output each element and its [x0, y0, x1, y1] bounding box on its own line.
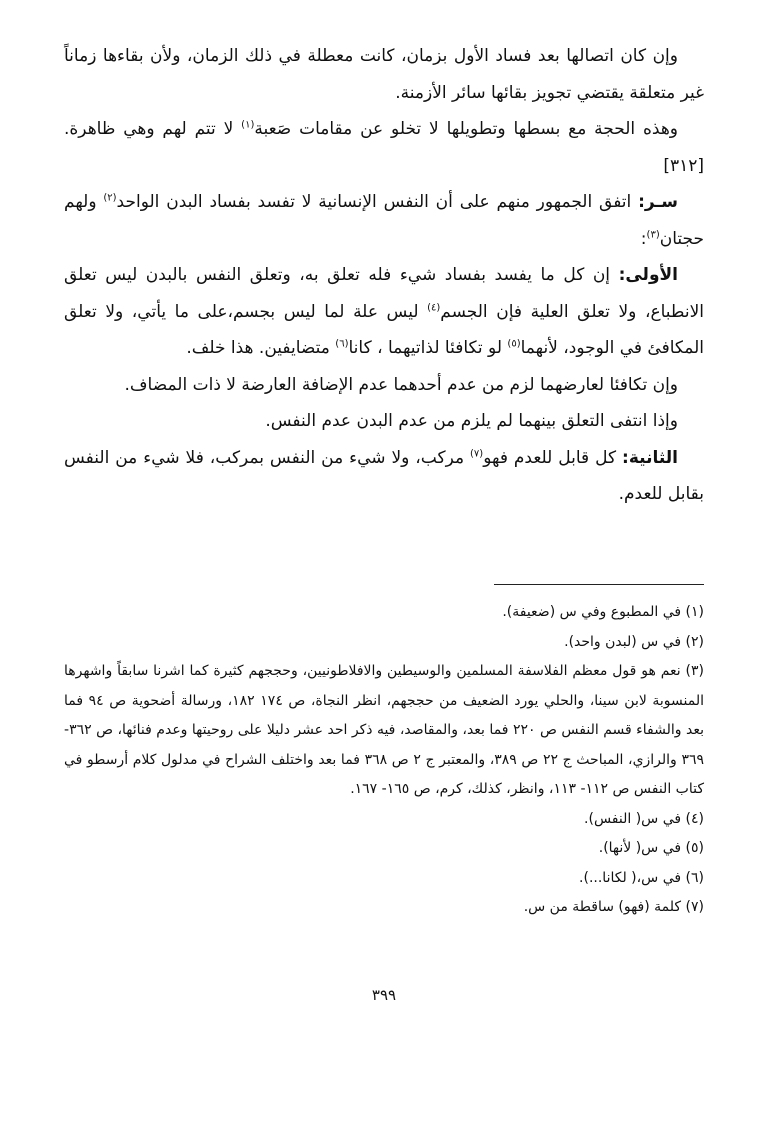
- footnote-ref-3: (٣): [646, 228, 660, 240]
- footnote-7: (٧) كلمة (فهو) ساقطة من س.: [523, 899, 704, 915]
- footnote-ref-1: (١): [241, 119, 255, 131]
- footnote-1: (١) في المطبوع وفي س (ضعيفة).: [502, 604, 704, 620]
- paragraph-7: الثانية: كل قابل للعدم فهو$^{(٧)}$ مركب، ولا شيء من النفس بمركب، فلا شيء من النفس بقابل للعدم.: [64, 447, 704, 504]
- footnote-ref-6: (٦): [335, 338, 349, 350]
- paragraph-6: وإذا انتفى التعلق بينهما لم يلزم من عدم البدن عدم النفس.: [265, 411, 678, 431]
- section-label: سـر:: [638, 192, 678, 212]
- page-number: ٣٩٩: [371, 986, 397, 1004]
- paragraph-3: سـر: اتفق الجمهور منهم على أن النفس الإنسانية لا تفسد بفساد البدن الواحد$^{(٢)}$ ولهم حجتان$^{(٣)}$:: [64, 192, 704, 249]
- paragraph-5: وإن تكافئا لعارضهما لزم من عدم أحدهما عدم الإضافة العارضة لا ذات المضاف.: [124, 374, 678, 395]
- footnotes: [64, 598, 704, 923]
- footnote-4: (٤) في س( النفس).: [584, 810, 704, 827]
- paragraph-2: وهذه الحجة مع بسطها وتطويلها لا تخلو عن مقامات صَعبة$^{(١)}$ لا تتم لهم وهي ظاهرة.[٣١٢]: [64, 119, 704, 176]
- second-argument-label: الثانية:: [622, 447, 678, 468]
- first-argument-label: الأولى:: [618, 265, 678, 285]
- footnote-6: (٦) في س،( لكانا...).: [579, 869, 704, 886]
- footnote-3: (٣) نعم هو قول معظم الفلاسفة المسلمين والوسيطين والافلاطونيين، وحججهم كثيرة كما اشرنا سابقاً واشهرها المنسوبة لابن سينا، والحلي يورد الضعيف من حججهم، انظر النجاة، ص ١٧٤ ١٨٢، ورسالة أضحوية ص ٩٤ فما بعد والشفاء قسم النفس ص ٢٢٠ فما بعد، والمقاصد، فيه ذكر احد عشر دليلا على روحيتها وعدم فنائها، ص ٣٦٢- ٣٦٩ والرازي، المباحث ج ٢٢ ص ٣٨٩، والمعتبر ج ٢ ص ٣٦٨ فما بعد واختلف الشراح في مدلول كلام أرسطو في كتاب النفس ص ١١٢- ١١٣، وانظر، كذلك، كرم، ص ١٦٥- ١٦٧.: [64, 663, 705, 797]
- footnote-ref-4: (٤): [427, 301, 441, 313]
- footnote-2: (٢) في س (لبدن واحد).: [564, 633, 704, 650]
- footnote-5: (٥) في س( لأنها).: [598, 840, 704, 856]
- paragraph-1: وإن كان اتصالها بعد فساد الأول بزمان، كانت معطلة في ذلك الزمان، ولأن بقاءها زماناً غير متعلقة يقتضي تجويز بقائها سائر الأزمنة.: [64, 46, 704, 103]
- footnote-ref-2: (٢): [103, 192, 117, 204]
- footnote-ref-5: (٥): [507, 338, 521, 350]
- main-text: [64, 38, 704, 513]
- paragraph-4: الأولى: إن كل ما يفسد بفساد شيء فله تعلق به، وتعلق النفس بالبدن ليس تعلق الانطباع، ولا تعلق العلية فإن الجسم$^{(٤)}$ ليس علة لما ليس بجسم،على ما يأتي، ولا تعلق المكافئ في الوجود، لأنهما$^{(٥)}$ لو تكافئا لذاتيهما ، كانا$^{(٦)}$ متضايفين. هذا خلف.: [64, 265, 704, 358]
- footnote-divider: [494, 584, 704, 585]
- footnote-ref-7: (٧): [470, 447, 484, 459]
